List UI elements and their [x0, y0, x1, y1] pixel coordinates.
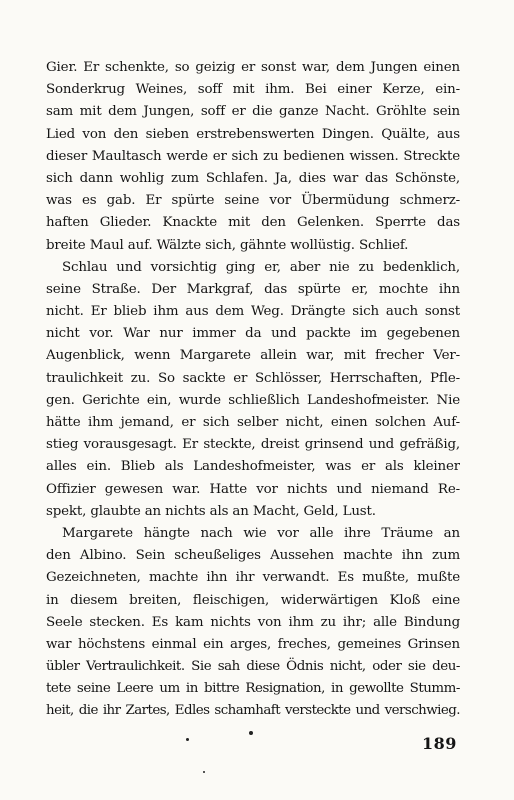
text-line: nicht vor. War nur immer da und packte im gegebenen [46, 326, 460, 342]
print-speck [249, 731, 253, 735]
body-text [46, 57, 460, 723]
text-line: hätte ihm jemand, er sich selber nicht, einen solchen Auf- [46, 415, 460, 430]
text-line: Lied von den sieben erstrebenswerten Dingen. Quälte, aus [46, 126, 460, 142]
page-number: 189 [422, 734, 457, 753]
text-line: nicht. Er blieb ihm aus dem Weg. Drängte sich auch sonst [46, 304, 460, 320]
text-line: sam mit dem Jungen, soff er die ganze Nacht. Gröhlte sein [46, 104, 460, 120]
text-line: in diesem breiten, fleischigen, widerwärtigen Kloß eine [46, 592, 460, 608]
text-line: heit, die ihr Zartes, Edles schamhaft versteckte und verschwieg. [46, 703, 460, 719]
text-line: Gier. Er schenkte, so geizig er sonst war, dem Jungen einen [46, 60, 460, 75]
text-line: alles ein. Blieb als Landeshofmeister, was er als kleiner [46, 459, 460, 475]
text-line: spekt, glaubte an nichts als an Macht, Geld, Lust. [46, 503, 376, 519]
text-line: Gezeichneten, machte ihn ihr verwandt. Es mußte, mußte [46, 570, 460, 586]
text-line: breite Maul auf. Wälzte sich, gähnte wollüstig. Schlief. [46, 237, 409, 253]
text-line: seine Straße. Der Markgraf, das spürte er, mochte ihn [46, 281, 460, 297]
print-speck [203, 771, 205, 773]
text-line: traulichkeit zu. So sackte er Schlösser, Herrschaften, Pfle- [46, 370, 460, 386]
text-line: stieg vorausgesagt. Er steckte, dreist grinsend und gefräßig, [46, 437, 460, 453]
paragraph-3 [46, 523, 460, 723]
text-line: sich dann wohlig zum Schlafen. Ja, dies war das Schönste, [46, 170, 460, 186]
paragraph-2 [46, 257, 460, 523]
text-line: haften Glieder. Knackte mit den Gelenken. Sperrte das [46, 215, 460, 231]
text-line: Offizier gewesen war. Hatte vor nichts und niemand Re- [46, 481, 460, 497]
text-line: Sonderkrug Weines, soff mit ihm. Bei einer Kerze, ein- [46, 82, 460, 98]
text-line: war höchstens einmal ein arges, freches, gemeines Grinsen [46, 636, 460, 652]
text-line: übler Vertraulichkeit. Sie sah diese Ödnis nicht, oder sie deu- [46, 659, 460, 675]
paragraph-1 [46, 57, 460, 257]
text-line: gen. Gerichte ein, wurde schließlich Landeshofmeister. Nie [46, 392, 460, 408]
text-line: den Albino. Sein scheußeliges Aussehen machte ihn zum [46, 548, 460, 564]
text-line: Seele stecken. Es kam nichts von ihm zu ihr; alle Bindung [46, 614, 460, 630]
print-speck [186, 738, 189, 741]
text-line: was es gab. Er spürte seine vor Übermüdung schmerz- [46, 193, 460, 209]
text-line: dieser Maultasch werde er sich zu bedienen wissen. Streckte [46, 148, 460, 164]
text-line: Schlau und vorsichtig ging er, aber nie zu bedenklich, [62, 259, 460, 275]
text-line: tete seine Leere um in bittre Resignation, in gewollte Stumm- [46, 681, 460, 697]
text-line: Augenblick, wenn Margarete allein war, mit frecher Ver- [46, 348, 460, 364]
text-line: Margarete hängte nach wie vor alle ihre Träume an [62, 525, 460, 541]
